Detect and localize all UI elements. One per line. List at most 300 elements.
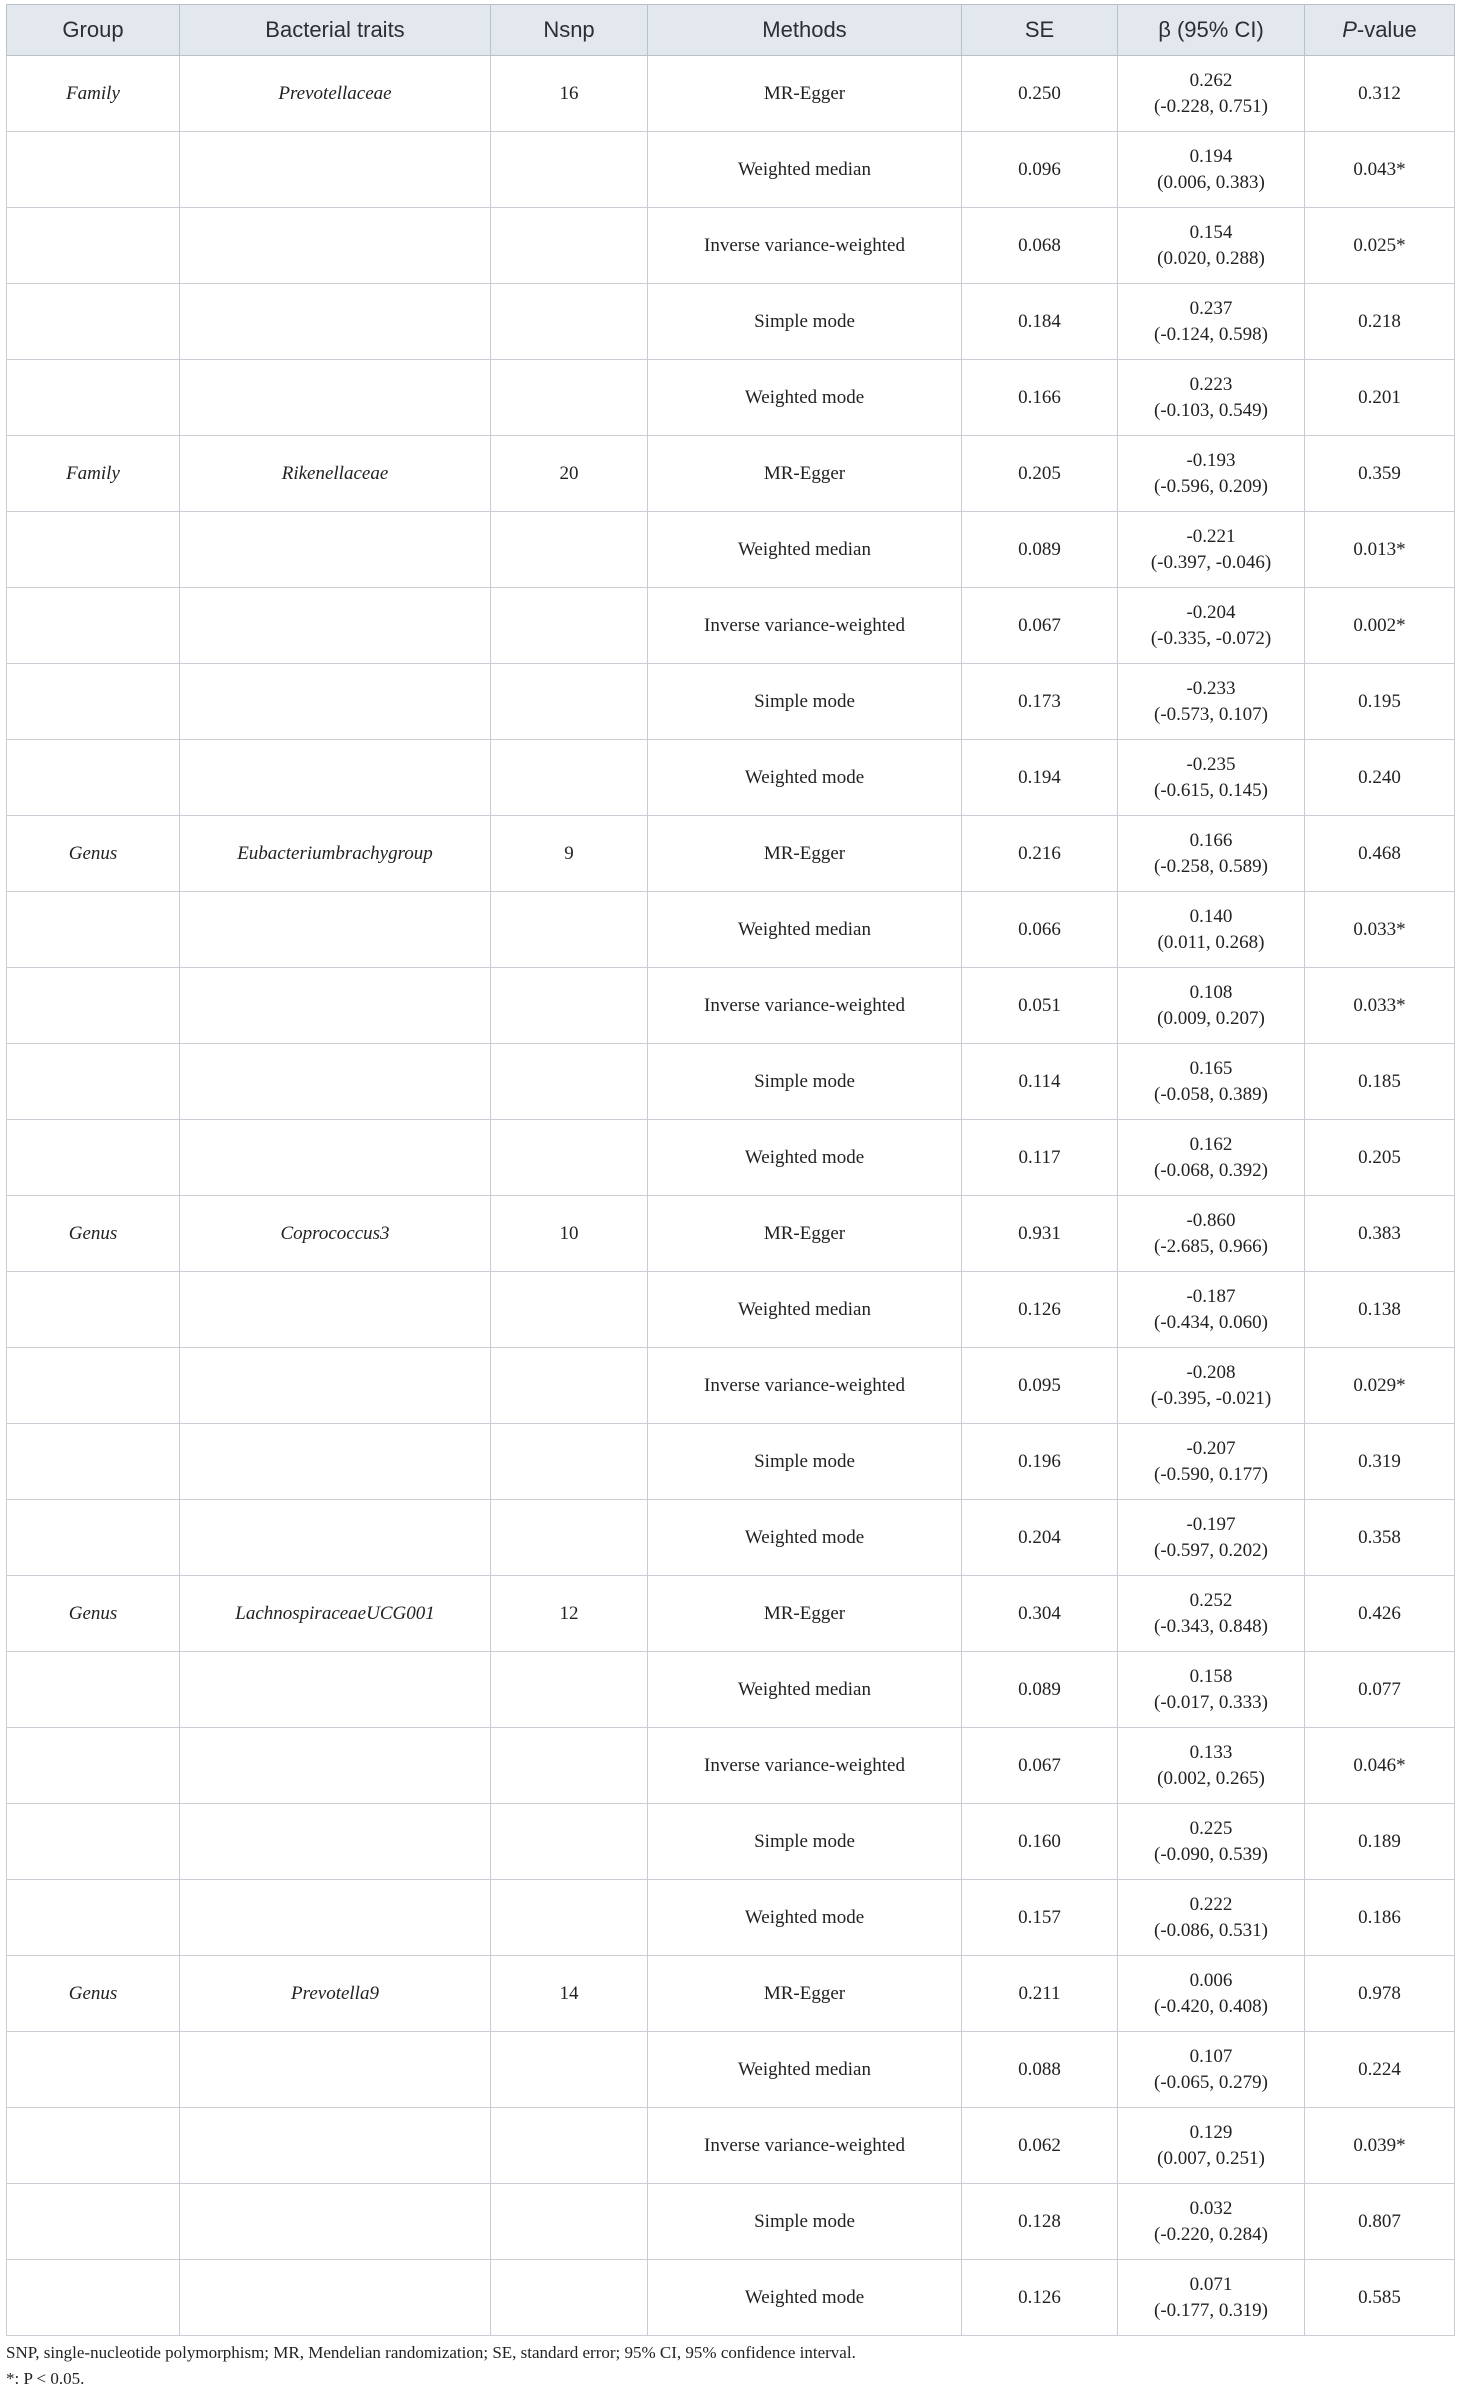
cell-p-value: 0.359 xyxy=(1305,436,1455,512)
cell-bacterial-trait xyxy=(180,1652,491,1728)
cell-se: 0.089 xyxy=(962,1652,1118,1728)
cell-method: Inverse variance-weighted xyxy=(648,208,962,284)
cell-p-value: 0.807 xyxy=(1305,2184,1455,2260)
confidence-interval: (-0.068, 0.392) xyxy=(1154,1159,1268,1181)
cell-method: MR-Egger xyxy=(648,816,962,892)
cell-se: 0.088 xyxy=(962,2032,1118,2108)
confidence-interval: (-0.597, 0.202) xyxy=(1154,1539,1268,1561)
cell-beta-ci xyxy=(1118,968,1305,1044)
cell-group xyxy=(7,360,180,436)
cell-se: 0.205 xyxy=(962,436,1118,512)
cell-nsnp xyxy=(491,968,648,1044)
cell-se: 0.095 xyxy=(962,1348,1118,1424)
cell-se: 0.196 xyxy=(962,1424,1118,1500)
table-row xyxy=(7,1728,1455,1804)
cell-beta-ci xyxy=(1118,132,1305,208)
beta-estimate: 0.166 xyxy=(1189,829,1233,851)
table-row xyxy=(7,132,1455,208)
cell-group xyxy=(7,2108,180,2184)
cell-group: Family xyxy=(7,436,180,512)
table-row xyxy=(7,284,1455,360)
cell-se: 0.126 xyxy=(962,2260,1118,2336)
cell-se: 0.089 xyxy=(962,512,1118,588)
beta-estimate: -0.221 xyxy=(1186,525,1236,547)
cell-p-value: 0.002* xyxy=(1305,588,1455,664)
table-row xyxy=(7,208,1455,284)
cell-bacterial-trait: Prevotellaceae xyxy=(180,56,491,132)
cell-beta-ci xyxy=(1118,588,1305,664)
cell-beta-ci xyxy=(1118,436,1305,512)
cell-group: Genus xyxy=(7,1196,180,1272)
cell-method: Weighted median xyxy=(648,512,962,588)
confidence-interval: (-0.434, 0.060) xyxy=(1154,1311,1268,1333)
cell-bacterial-trait xyxy=(180,208,491,284)
table-row xyxy=(7,360,1455,436)
cell-nsnp xyxy=(491,892,648,968)
cell-beta-ci xyxy=(1118,208,1305,284)
beta-estimate: 0.225 xyxy=(1189,1817,1233,1839)
cell-nsnp xyxy=(491,1348,648,1424)
cell-p-value: 0.033* xyxy=(1305,968,1455,1044)
cell-se: 0.157 xyxy=(962,1880,1118,1956)
beta-estimate: 0.262 xyxy=(1189,69,1233,91)
cell-bacterial-trait xyxy=(180,1728,491,1804)
table-row xyxy=(7,1500,1455,1576)
confidence-interval: (-0.573, 0.107) xyxy=(1154,703,1268,725)
cell-se: 0.931 xyxy=(962,1196,1118,1272)
cell-method: Weighted mode xyxy=(648,740,962,816)
table-row xyxy=(7,740,1455,816)
cell-se: 0.160 xyxy=(962,1804,1118,1880)
confidence-interval: (0.009, 0.207) xyxy=(1157,1007,1265,1029)
table-row xyxy=(7,1348,1455,1424)
cell-method: Simple mode xyxy=(648,1804,962,1880)
cell-bacterial-trait: LachnospiraceaeUCG001 xyxy=(180,1576,491,1652)
cell-se: 0.067 xyxy=(962,588,1118,664)
cell-p-value: 0.426 xyxy=(1305,1576,1455,1652)
table-row xyxy=(7,1424,1455,1500)
cell-method: Weighted mode xyxy=(648,2260,962,2336)
cell-p-value: 0.358 xyxy=(1305,1500,1455,1576)
cell-nsnp: 9 xyxy=(491,816,648,892)
cell-bacterial-trait xyxy=(180,2032,491,2108)
table-row xyxy=(7,664,1455,740)
confidence-interval: (-0.615, 0.145) xyxy=(1154,779,1268,801)
table-row xyxy=(7,1880,1455,1956)
cell-beta-ci xyxy=(1118,284,1305,360)
cell-se: 0.117 xyxy=(962,1120,1118,1196)
confidence-interval: (-0.397, -0.046) xyxy=(1150,551,1272,573)
cell-nsnp xyxy=(491,132,648,208)
cell-group xyxy=(7,1272,180,1348)
cell-beta-ci xyxy=(1118,2184,1305,2260)
beta-estimate: -0.233 xyxy=(1186,677,1236,699)
table-row xyxy=(7,816,1455,892)
cell-method: MR-Egger xyxy=(648,436,962,512)
beta-estimate: 0.194 xyxy=(1189,145,1233,167)
cell-bacterial-trait xyxy=(180,512,491,588)
cell-method: Weighted median xyxy=(648,132,962,208)
beta-estimate: 0.165 xyxy=(1189,1057,1233,1079)
cell-nsnp xyxy=(491,208,648,284)
table-row xyxy=(7,2260,1455,2336)
cell-method: Weighted mode xyxy=(648,1880,962,1956)
cell-se: 0.114 xyxy=(962,1044,1118,1120)
beta-estimate: 0.140 xyxy=(1189,905,1233,927)
cell-se: 0.216 xyxy=(962,816,1118,892)
cell-bacterial-trait xyxy=(180,2260,491,2336)
confidence-interval: (-0.220, 0.284) xyxy=(1154,2223,1268,2245)
confidence-interval: (-0.343, 0.848) xyxy=(1154,1615,1268,1637)
cell-beta-ci xyxy=(1118,1728,1305,1804)
table-row xyxy=(7,2032,1455,2108)
cell-bacterial-trait xyxy=(180,1880,491,1956)
cell-p-value: 0.029* xyxy=(1305,1348,1455,1424)
confidence-interval: (-2.685, 0.966) xyxy=(1154,1235,1268,1257)
cell-se: 0.068 xyxy=(962,208,1118,284)
header-p-letter: P xyxy=(1342,17,1357,42)
cell-nsnp xyxy=(491,664,648,740)
cell-bacterial-trait xyxy=(180,284,491,360)
cell-se: 0.066 xyxy=(962,892,1118,968)
confidence-interval: (-0.090, 0.539) xyxy=(1154,1843,1268,1865)
cell-group xyxy=(7,2184,180,2260)
cell-method: Inverse variance-weighted xyxy=(648,588,962,664)
cell-nsnp xyxy=(491,1804,648,1880)
confidence-interval: (-0.177, 0.319) xyxy=(1154,2299,1268,2321)
confidence-interval: (0.020, 0.288) xyxy=(1157,247,1265,269)
cell-method: MR-Egger xyxy=(648,1576,962,1652)
cell-bacterial-trait: Prevotella9 xyxy=(180,1956,491,2032)
beta-estimate: 0.129 xyxy=(1189,2121,1233,2143)
cell-method: Weighted median xyxy=(648,1652,962,1728)
cell-bacterial-trait: Eubacteriumbrachygroup xyxy=(180,816,491,892)
table-body xyxy=(7,56,1455,2336)
cell-p-value: 0.240 xyxy=(1305,740,1455,816)
cell-bacterial-trait xyxy=(180,1500,491,1576)
cell-p-value: 0.319 xyxy=(1305,1424,1455,1500)
header-bacterial-traits: Bacterial traits xyxy=(180,5,491,56)
cell-group xyxy=(7,132,180,208)
cell-p-value: 0.013* xyxy=(1305,512,1455,588)
confidence-interval: (0.002, 0.265) xyxy=(1157,1767,1265,1789)
table-row xyxy=(7,2184,1455,2260)
cell-se: 0.067 xyxy=(962,1728,1118,1804)
cell-method: Simple mode xyxy=(648,1424,962,1500)
beta-estimate: 0.158 xyxy=(1189,1665,1233,1687)
cell-p-value: 0.224 xyxy=(1305,2032,1455,2108)
cell-group xyxy=(7,1424,180,1500)
cell-beta-ci xyxy=(1118,664,1305,740)
cell-bacterial-trait xyxy=(180,1272,491,1348)
cell-nsnp xyxy=(491,1652,648,1728)
cell-beta-ci xyxy=(1118,512,1305,588)
cell-method: Inverse variance-weighted xyxy=(648,2108,962,2184)
cell-group xyxy=(7,664,180,740)
table-row xyxy=(7,512,1455,588)
cell-beta-ci xyxy=(1118,892,1305,968)
cell-bacterial-trait xyxy=(180,968,491,1044)
table-row xyxy=(7,1272,1455,1348)
cell-nsnp: 16 xyxy=(491,56,648,132)
cell-p-value: 0.383 xyxy=(1305,1196,1455,1272)
cell-group: Genus xyxy=(7,816,180,892)
table-row xyxy=(7,1956,1455,2032)
cell-beta-ci xyxy=(1118,1424,1305,1500)
cell-group xyxy=(7,1044,180,1120)
cell-nsnp xyxy=(491,1728,648,1804)
cell-bacterial-trait xyxy=(180,132,491,208)
beta-estimate: -0.193 xyxy=(1186,449,1236,471)
table-row xyxy=(7,2108,1455,2184)
cell-p-value: 0.025* xyxy=(1305,208,1455,284)
beta-estimate: 0.154 xyxy=(1189,221,1233,243)
footnote-abbreviations: SNP, single-nucleotide polymorphism; MR, Mendelian randomization; SE, standard error; 95% CI, 95% confidence interval. xyxy=(6,2343,856,2362)
beta-estimate: 0.032 xyxy=(1189,2197,1233,2219)
cell-bacterial-trait xyxy=(180,2108,491,2184)
cell-se: 0.194 xyxy=(962,740,1118,816)
cell-group xyxy=(7,2032,180,2108)
confidence-interval: (-0.590, 0.177) xyxy=(1154,1463,1268,1485)
cell-group xyxy=(7,1652,180,1728)
table-row xyxy=(7,1576,1455,1652)
beta-estimate: 0.108 xyxy=(1189,981,1233,1003)
cell-beta-ci xyxy=(1118,1576,1305,1652)
cell-method: Inverse variance-weighted xyxy=(648,968,962,1044)
cell-method: Weighted median xyxy=(648,892,962,968)
cell-beta-ci xyxy=(1118,1956,1305,2032)
cell-method: Simple mode xyxy=(648,664,962,740)
cell-se: 0.173 xyxy=(962,664,1118,740)
cell-p-value: 0.978 xyxy=(1305,1956,1455,2032)
cell-bacterial-trait xyxy=(180,1424,491,1500)
beta-estimate: 0.237 xyxy=(1189,297,1233,319)
cell-group xyxy=(7,1880,180,1956)
beta-estimate: -0.860 xyxy=(1186,1209,1236,1231)
beta-estimate: -0.208 xyxy=(1186,1361,1236,1383)
cell-beta-ci xyxy=(1118,740,1305,816)
cell-method: Weighted mode xyxy=(648,360,962,436)
cell-nsnp xyxy=(491,1500,648,1576)
cell-bacterial-trait xyxy=(180,1804,491,1880)
beta-estimate: -0.207 xyxy=(1186,1437,1236,1459)
cell-se: 0.051 xyxy=(962,968,1118,1044)
cell-se: 0.211 xyxy=(962,1956,1118,2032)
cell-beta-ci xyxy=(1118,1044,1305,1120)
cell-se: 0.126 xyxy=(962,1272,1118,1348)
confidence-interval: (0.006, 0.383) xyxy=(1157,171,1265,193)
header-beta-ci: β (95% CI) xyxy=(1118,5,1305,56)
cell-se: 0.204 xyxy=(962,1500,1118,1576)
table-row xyxy=(7,1652,1455,1728)
beta-estimate: -0.204 xyxy=(1186,601,1236,623)
beta-estimate: 0.133 xyxy=(1189,1741,1233,1763)
cell-p-value: 0.312 xyxy=(1305,56,1455,132)
cell-nsnp: 12 xyxy=(491,1576,648,1652)
cell-nsnp xyxy=(491,2108,648,2184)
cell-bacterial-trait: Coprococcus3 xyxy=(180,1196,491,1272)
cell-nsnp xyxy=(491,1272,648,1348)
cell-beta-ci xyxy=(1118,1272,1305,1348)
confidence-interval: (0.007, 0.251) xyxy=(1157,2147,1265,2169)
cell-nsnp: 14 xyxy=(491,1956,648,2032)
cell-p-value: 0.185 xyxy=(1305,1044,1455,1120)
cell-bacterial-trait xyxy=(180,1120,491,1196)
header-se: SE xyxy=(962,5,1118,56)
beta-estimate: 0.006 xyxy=(1189,1969,1233,1991)
beta-estimate: 0.107 xyxy=(1189,2045,1233,2067)
cell-se: 0.304 xyxy=(962,1576,1118,1652)
cell-nsnp xyxy=(491,2032,648,2108)
cell-group xyxy=(7,208,180,284)
cell-nsnp xyxy=(491,1044,648,1120)
cell-method: Weighted median xyxy=(648,2032,962,2108)
cell-method: Simple mode xyxy=(648,284,962,360)
header-row xyxy=(7,5,1455,56)
header-group: Group xyxy=(7,5,180,56)
cell-nsnp xyxy=(491,588,648,664)
confidence-interval: (-0.420, 0.408) xyxy=(1154,1995,1268,2017)
table-row xyxy=(7,968,1455,1044)
table-row xyxy=(7,1196,1455,1272)
confidence-interval: (-0.124, 0.598) xyxy=(1154,323,1268,345)
cell-bacterial-trait xyxy=(180,740,491,816)
cell-beta-ci xyxy=(1118,1880,1305,1956)
cell-nsnp: 20 xyxy=(491,436,648,512)
cell-p-value: 0.077 xyxy=(1305,1652,1455,1728)
cell-nsnp xyxy=(491,2260,648,2336)
beta-estimate: 0.222 xyxy=(1189,1893,1233,1915)
confidence-interval: (-0.258, 0.589) xyxy=(1154,855,1268,877)
table-footnote xyxy=(6,2340,856,2392)
header-methods: Methods xyxy=(648,5,962,56)
cell-method: MR-Egger xyxy=(648,1196,962,1272)
header-nsnp: Nsnp xyxy=(491,5,648,56)
cell-method: Simple mode xyxy=(648,1044,962,1120)
cell-nsnp: 10 xyxy=(491,1196,648,1272)
cell-se: 0.062 xyxy=(962,2108,1118,2184)
cell-bacterial-trait xyxy=(180,892,491,968)
cell-se: 0.096 xyxy=(962,132,1118,208)
cell-nsnp xyxy=(491,1120,648,1196)
cell-nsnp xyxy=(491,1880,648,1956)
table-row xyxy=(7,56,1455,132)
cell-bacterial-trait xyxy=(180,588,491,664)
beta-estimate: 0.162 xyxy=(1189,1133,1233,1155)
cell-group xyxy=(7,2260,180,2336)
confidence-interval: (-0.086, 0.531) xyxy=(1154,1919,1268,1941)
cell-beta-ci xyxy=(1118,2260,1305,2336)
cell-nsnp xyxy=(491,284,648,360)
cell-p-value: 0.033* xyxy=(1305,892,1455,968)
cell-group xyxy=(7,284,180,360)
cell-method: Simple mode xyxy=(648,2184,962,2260)
confidence-interval: (-0.395, -0.021) xyxy=(1150,1387,1272,1409)
cell-group: Genus xyxy=(7,1956,180,2032)
cell-beta-ci xyxy=(1118,1652,1305,1728)
cell-group xyxy=(7,512,180,588)
cell-se: 0.184 xyxy=(962,284,1118,360)
confidence-interval: (0.011, 0.268) xyxy=(1157,931,1265,953)
cell-bacterial-trait xyxy=(180,2184,491,2260)
cell-p-value: 0.138 xyxy=(1305,1272,1455,1348)
cell-method: MR-Egger xyxy=(648,56,962,132)
table-row xyxy=(7,892,1455,968)
beta-estimate: -0.187 xyxy=(1186,1285,1236,1307)
cell-beta-ci xyxy=(1118,1500,1305,1576)
table-header xyxy=(7,5,1455,56)
beta-estimate: 0.252 xyxy=(1189,1589,1233,1611)
cell-beta-ci xyxy=(1118,2032,1305,2108)
confidence-interval: (-0.103, 0.549) xyxy=(1154,399,1268,421)
cell-beta-ci xyxy=(1118,1804,1305,1880)
confidence-interval: (-0.058, 0.389) xyxy=(1154,1083,1268,1105)
cell-p-value: 0.046* xyxy=(1305,1728,1455,1804)
cell-se: 0.250 xyxy=(962,56,1118,132)
cell-group xyxy=(7,588,180,664)
table-row xyxy=(7,1804,1455,1880)
beta-estimate: 0.071 xyxy=(1189,2273,1233,2295)
cell-p-value: 0.205 xyxy=(1305,1120,1455,1196)
cell-p-value: 0.468 xyxy=(1305,816,1455,892)
cell-se: 0.128 xyxy=(962,2184,1118,2260)
beta-estimate: 0.223 xyxy=(1189,373,1233,395)
table-row xyxy=(7,588,1455,664)
cell-bacterial-trait xyxy=(180,360,491,436)
cell-p-value: 0.218 xyxy=(1305,284,1455,360)
cell-bacterial-trait xyxy=(180,1348,491,1424)
cell-nsnp xyxy=(491,360,648,436)
cell-group xyxy=(7,1804,180,1880)
cell-nsnp xyxy=(491,1424,648,1500)
header-p-value xyxy=(1305,5,1455,56)
cell-method: Weighted mode xyxy=(648,1120,962,1196)
cell-nsnp xyxy=(491,2184,648,2260)
cell-p-value: 0.189 xyxy=(1305,1804,1455,1880)
cell-method: MR-Egger xyxy=(648,1956,962,2032)
confidence-interval: (-0.596, 0.209) xyxy=(1154,475,1268,497)
cell-p-value: 0.186 xyxy=(1305,1880,1455,1956)
cell-se: 0.166 xyxy=(962,360,1118,436)
cell-group xyxy=(7,740,180,816)
cell-bacterial-trait xyxy=(180,1044,491,1120)
cell-p-value: 0.039* xyxy=(1305,2108,1455,2184)
table-row xyxy=(7,1044,1455,1120)
cell-method: Inverse variance-weighted xyxy=(648,1348,962,1424)
mr-results-table xyxy=(6,4,1455,2336)
cell-method: Inverse variance-weighted xyxy=(648,1728,962,1804)
table-row xyxy=(7,1120,1455,1196)
cell-group: Genus xyxy=(7,1576,180,1652)
cell-beta-ci xyxy=(1118,1196,1305,1272)
results-table-container xyxy=(6,4,1454,2336)
confidence-interval: (-0.228, 0.751) xyxy=(1154,95,1268,117)
cell-p-value: 0.585 xyxy=(1305,2260,1455,2336)
cell-p-value: 0.043* xyxy=(1305,132,1455,208)
confidence-interval: (-0.335, -0.072) xyxy=(1150,627,1272,649)
cell-beta-ci xyxy=(1118,816,1305,892)
cell-beta-ci xyxy=(1118,56,1305,132)
cell-group xyxy=(7,1348,180,1424)
cell-bacterial-trait xyxy=(180,664,491,740)
header-p-suffix: -value xyxy=(1356,17,1417,42)
cell-p-value: 0.201 xyxy=(1305,360,1455,436)
cell-method: Weighted median xyxy=(648,1272,962,1348)
cell-group xyxy=(7,1500,180,1576)
cell-method: Weighted mode xyxy=(648,1500,962,1576)
cell-p-value: 0.195 xyxy=(1305,664,1455,740)
cell-beta-ci xyxy=(1118,360,1305,436)
